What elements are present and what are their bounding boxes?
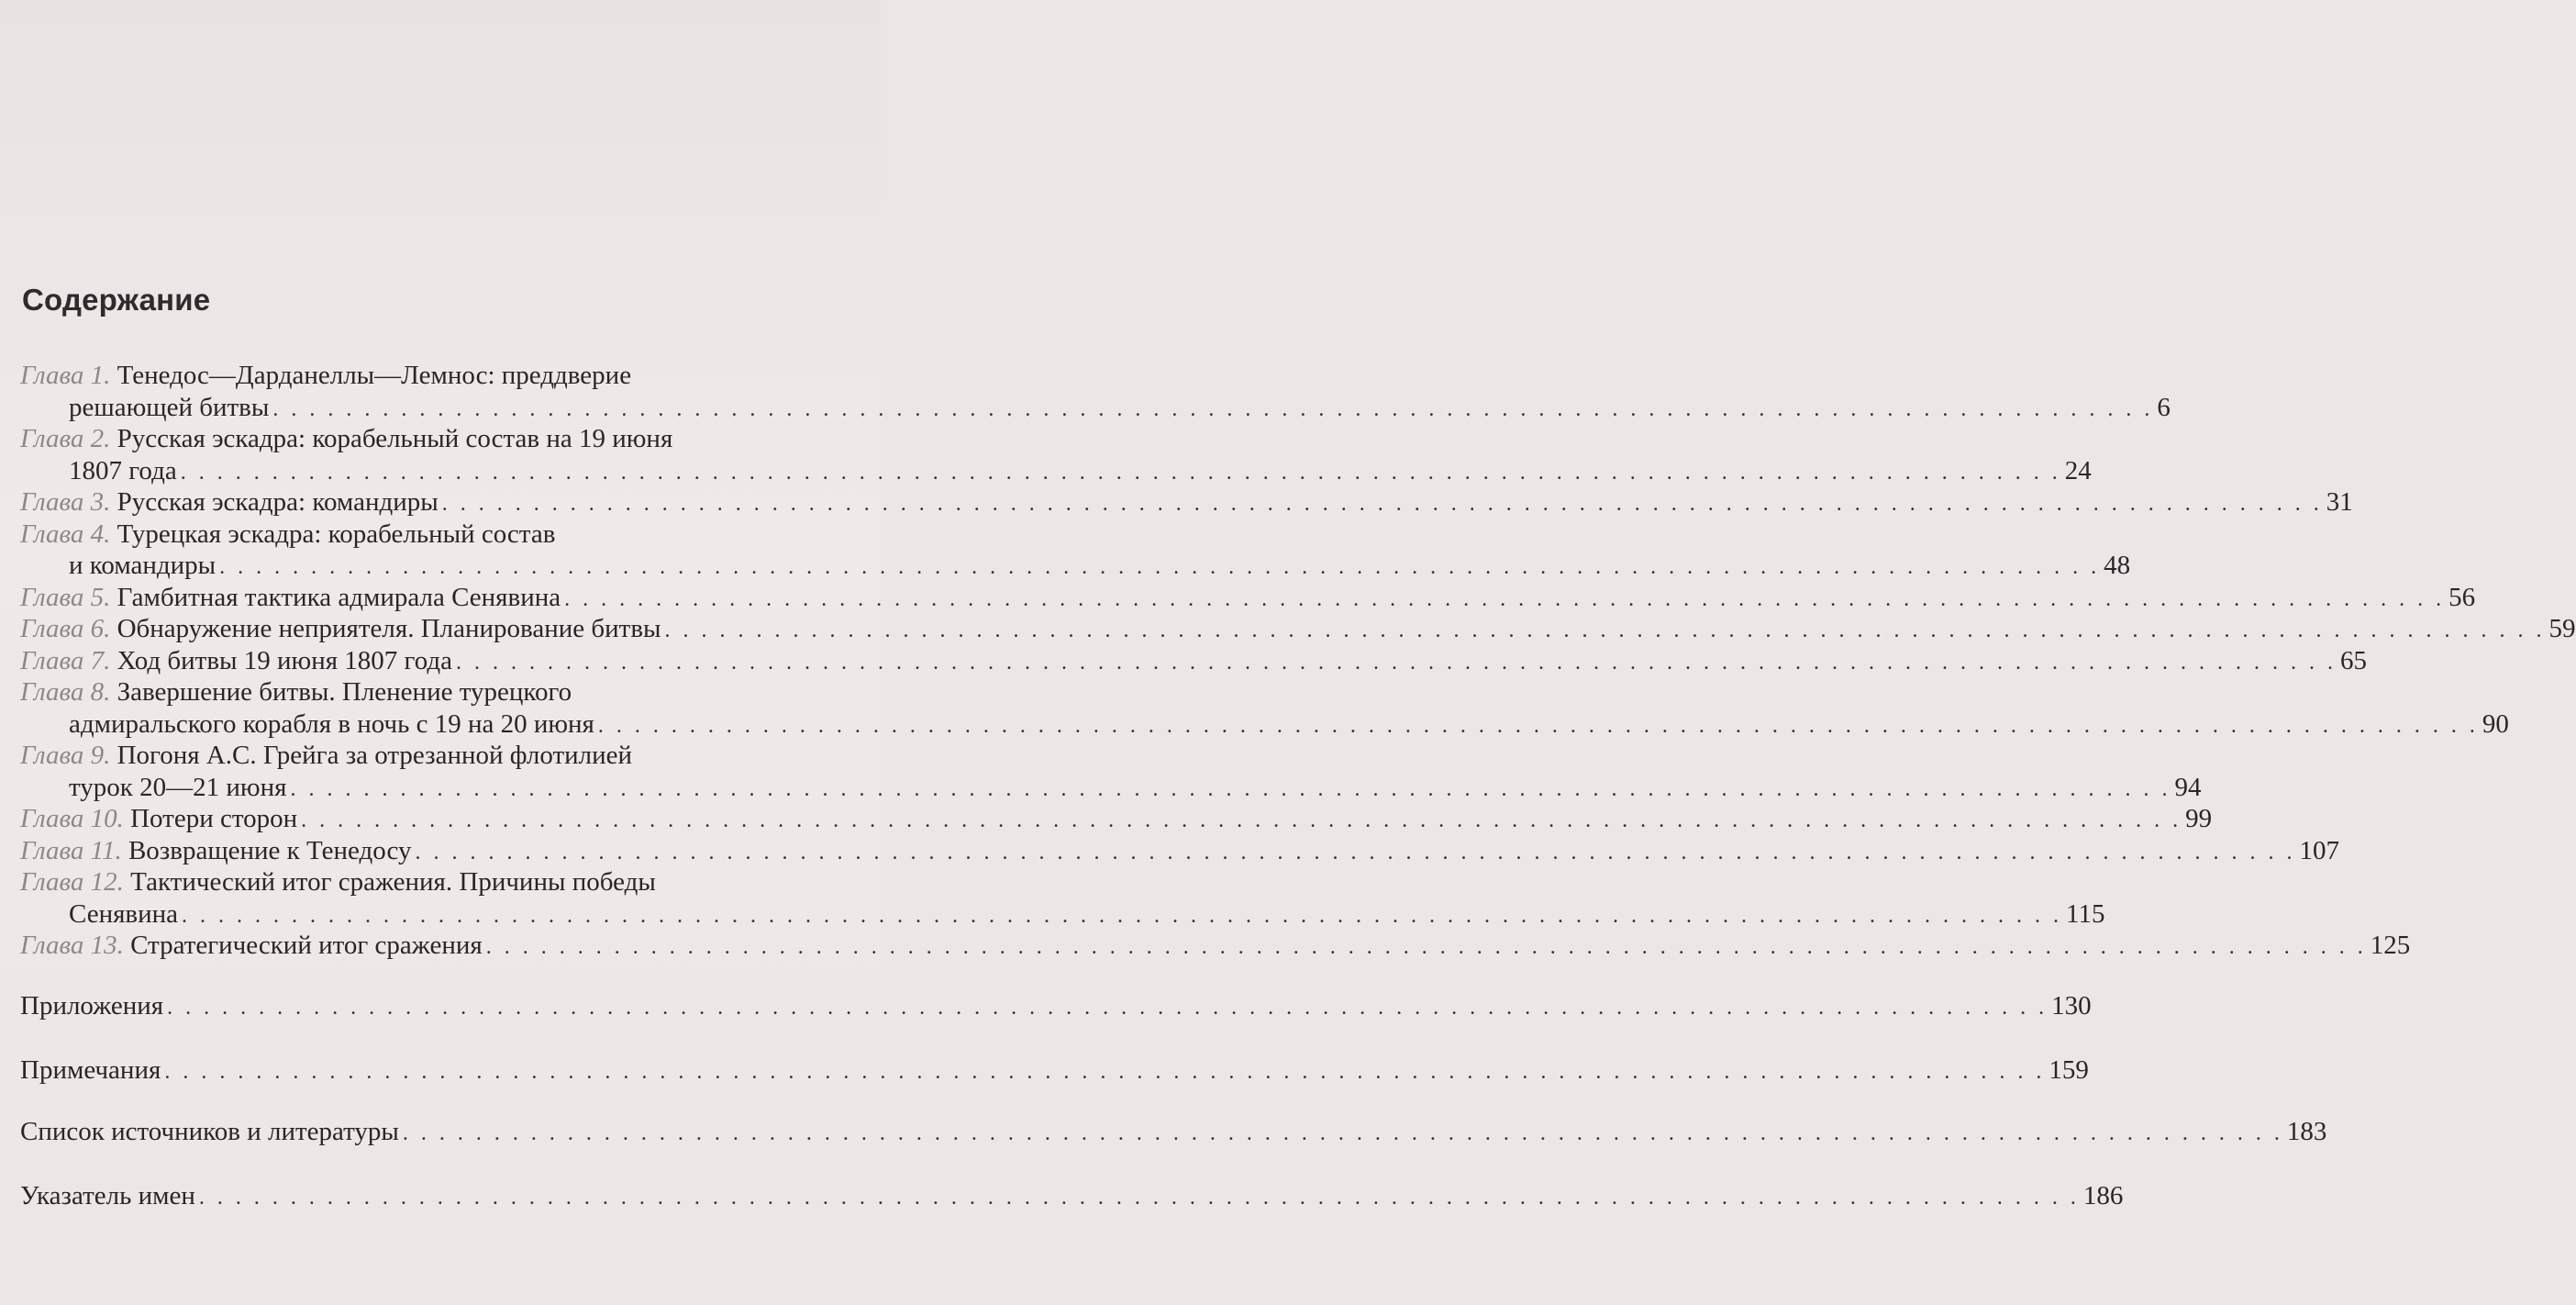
chapter-title: Гамбитная тактика адмирала Сенявина	[117, 582, 561, 612]
page-number: 65	[2340, 645, 2368, 675]
chapter-title: и командиры	[69, 551, 217, 580]
dot-leader: . . . . . . . . . . . . . . . . . . . . . . . . . . . . . . . . . . . . . . . . . . . . . . . . . . . . . . . . . . . . . . . . . . . . . . . . . . . . . . . . . . . . . . . . . . . . . . . . . . . . . . .	[456, 650, 2337, 675]
chapter-title: решающей битвы	[69, 392, 270, 422]
toc-entry-line	[20, 708, 2509, 741]
chapter-label: Глава 11	[20, 835, 116, 865]
chapter-title: Возвращение к Тенедосу	[128, 835, 412, 865]
dot-leader: . . . . . . . . . . . . . . . . . . . . . . . . . . . . . . . . . . . . . . . . . . . . . . . . . . . . . . . . . . . . . . . . . . . . . . . . . . . . . . . . . . . . . . . . . . . . . . . . . . . . . . .	[402, 1121, 2283, 1145]
table-of-contents	[20, 360, 2576, 962]
back-matter-entry[interactable]	[20, 989, 2092, 1022]
chapter-label-separator: .	[104, 677, 117, 707]
chapter-label-separator: .	[117, 931, 131, 960]
dot-leader: . . . . . . . . . . . . . . . . . . . . . . . . . . . . . . . . . . . . . . . . . . . . . . . . . . . . . . . . . . . . . . . . . . . . . . . . . . . . . . . . . . . . . . . . . . . . . . . . . . . . . . .	[219, 555, 2101, 579]
toc-entry[interactable]	[20, 676, 2509, 740]
back-matter-entry[interactable]	[20, 1179, 2124, 1212]
chapter-label: Глава 4	[20, 519, 105, 549]
back-matter-title: Приложения	[20, 991, 164, 1021]
dot-leader: . . . . . . . . . . . . . . . . . . . . . . . . . . . . . . . . . . . . . . . . . . . . . . . . . . . . . . . . . . . . . . . . . . . . . . . . . . . . . . . . . . . . . . . . . . . . . . . . . . . . . . .	[164, 1060, 2046, 1084]
toc-entry-line	[20, 803, 2213, 835]
chapter-title: турок 20—21 июня	[69, 772, 287, 802]
chapter-label: Глава 3	[20, 487, 105, 517]
page-number: 94	[2174, 772, 2202, 802]
toc-entry-line	[20, 613, 2576, 645]
chapter-label-separator: .	[104, 645, 117, 675]
dot-leader: . . . . . . . . . . . . . . . . . . . . . . . . . . . . . . . . . . . . . . . . . . . . . . . . . . . . . . . . . . . . . . . . . . . . . . . . . . . . . . . . . . . . . . . . . . . . . . . . . . . . . . .	[290, 776, 2171, 801]
toc-entry-line	[20, 676, 807, 708]
toc-entry[interactable]	[20, 835, 2339, 867]
dot-leader: . . . . . . . . . . . . . . . . . . . . . . . . . . . . . . . . . . . . . . . . . . . . . . . . . . . . . . . . . . . . . . . . . . . . . . . . . . . . . . . . . . . . . . . . . . . . . . . . . . . . . . .	[597, 713, 2479, 738]
back-matter-title: Список источников и литературы	[20, 1117, 399, 1146]
page-number: 186	[2082, 1181, 2124, 1210]
toc-entry[interactable]	[20, 645, 2368, 677]
chapter-label: Глава 8	[20, 677, 105, 707]
toc-entry-line	[20, 519, 807, 551]
chapter-title: Погоня А.С. Грейга за отрезанной флотилией	[117, 741, 633, 770]
chapter-label-separator: .	[104, 424, 117, 453]
toc-entry[interactable]	[20, 866, 2105, 930]
chapter-title-line	[69, 455, 177, 487]
chapter-label: Глава 12	[20, 867, 117, 897]
chapter-label: Глава 6	[20, 614, 105, 643]
chapter-label: Глава 9	[20, 741, 105, 770]
chapter-title-line	[20, 613, 661, 645]
chapter-title: Ход битвы 19 июня 1807 года	[117, 645, 453, 675]
chapter-title-line	[69, 772, 286, 804]
chapter-title: Тенедос—Дарданеллы—Лемнос: преддверие	[117, 361, 632, 390]
dot-leader: . . . . . . . . . . . . . . . . . . . . . . . . . . . . . . . . . . . . . . . . . . . . . . . . . . . . . . . . . . . . . . . . . . . . . . . . . . . . . . . . . . . . . . . . . . . . . . . . . . . . . . .	[180, 460, 2061, 485]
chapter-label: Глава 13	[20, 931, 117, 960]
chapter-title: 1807 года	[69, 455, 177, 485]
dot-leader: . . . . . . . . . . . . . . . . . . . . . . . . . . . . . . . . . . . . . . . . . . . . . . . . . . . . . . . . . . . . . . . . . . . . . . . . . . . . . . . . . . . . . . . . . . . . . . . . . . . . . . .	[415, 840, 2296, 864]
chapter-title: Обнаружение неприятеля. Планирование битвы	[117, 614, 661, 643]
chapter-title-line	[69, 708, 594, 741]
chapter-label: Глава 10	[20, 804, 117, 833]
toc-heading: Содержание	[22, 283, 211, 317]
dot-leader: . . . . . . . . . . . . . . . . . . . . . . . . . . . . . . . . . . . . . . . . . . . . . . . . . . . . . . . . . . . . . . . . . . . . . . . . . . . . . . . . . . . . . . . . . . . . . . . . . . . . . . .	[182, 903, 2063, 928]
chapter-title: адмиральского корабля в ночь с 19 на 20 июня	[69, 708, 594, 739]
chapter-label-separator: .	[104, 582, 117, 612]
chapter-label: Глава 7	[20, 645, 105, 675]
chapter-label-separator: .	[104, 614, 117, 643]
dot-leader: . . . . . . . . . . . . . . . . . . . . . . . . . . . . . . . . . . . . . . . . . . . . . . . . . . . . . . . . . . . . . . . . . . . . . . . . . . . . . . . . . . . . . . . . . . . . . . . . . . . . . . .	[564, 586, 2446, 611]
dot-leader: . . . . . . . . . . . . . . . . . . . . . . . . . . . . . . . . . . . . . . . . . . . . . . . . . . . . . . . . . . . . . . . . . . . . . . . . . . . . . . . . . . . . . . . . . . . . . . . . . . . . . . .	[272, 396, 2154, 421]
toc-entry-line	[20, 360, 807, 392]
page-number: 183	[2286, 1117, 2327, 1146]
toc-entry-line	[20, 772, 2202, 804]
toc-entry[interactable]	[20, 613, 2576, 645]
toc-entry-line	[20, 423, 807, 455]
dot-leader: . . . . . . . . . . . . . . . . . . . . . . . . . . . . . . . . . . . . . . . . . . . . . . . . . . . . . . . . . . . . . . . . . . . . . . . . . . . . . . . . . . . . . . . . . . . . . . . . . . . . . . .	[664, 619, 2546, 642]
page-number: 159	[2049, 1055, 2089, 1085]
chapter-title-line	[69, 550, 216, 582]
chapter-label-separator: .	[104, 741, 117, 770]
page-number: 99	[2185, 804, 2213, 833]
toc-entry[interactable]	[20, 519, 2131, 582]
chapter-title: Тактический итог сражения. Причины победы	[130, 867, 656, 897]
toc-entry-line	[20, 550, 2131, 582]
back-matter-title: Примечания	[20, 1055, 161, 1085]
toc-entry-line	[20, 740, 807, 772]
toc-entry-line	[20, 582, 2476, 614]
chapter-label: Глава 2	[20, 424, 105, 453]
dot-leader: . . . . . . . . . . . . . . . . . . . . . . . . . . . . . . . . . . . . . . . . . . . . . . . . . . . . . . . . . . . . . . . . . . . . . . . . . . . . . . . . . . . . . . . . . . . . . . . . . . . . . . .	[301, 809, 2182, 832]
chapter-label: Глава 1	[20, 361, 105, 390]
back-matter-entry[interactable]	[20, 1054, 2089, 1087]
dot-leader: . . . . . . . . . . . . . . . . . . . . . . . . . . . . . . . . . . . . . . . . . . . . . . . . . . . . . . . . . . . . . . . . . . . . . . . . . . . . . . . . . . . . . . . . . . . . . . . . . . . . . . .	[167, 996, 2049, 1020]
page-number: 125	[2370, 931, 2411, 960]
page-number: 6	[2157, 392, 2171, 422]
chapter-title-line	[20, 930, 483, 962]
chapter-label: Глава 5	[20, 582, 105, 612]
chapter-label-separator: .	[104, 487, 117, 517]
toc-entry-line	[20, 835, 2339, 867]
chapter-title: Сенявина	[69, 898, 179, 929]
chapter-title-line	[69, 898, 178, 931]
toc-entry[interactable]	[20, 423, 2092, 486]
toc-entry[interactable]	[20, 582, 2476, 614]
page-number: 48	[2104, 551, 2131, 580]
chapter-label-separator: .	[104, 519, 117, 549]
toc-entry-line	[20, 930, 2411, 962]
toc-entry[interactable]	[20, 930, 2411, 962]
page-number: 130	[2051, 991, 2092, 1021]
chapter-title: Турецкая эскадра: корабельный состав	[117, 519, 556, 549]
page-number: 24	[2064, 455, 2092, 485]
chapter-title-line	[20, 486, 439, 519]
page-number: 115	[2066, 898, 2105, 929]
chapter-label-separator: .	[117, 867, 131, 897]
toc-entry[interactable]	[20, 360, 2171, 423]
chapter-title: Завершение битвы. Пленение турецкого	[117, 677, 572, 707]
toc-entry[interactable]	[20, 486, 2353, 519]
chapter-title-line	[20, 835, 411, 867]
toc-entry-line	[20, 455, 2092, 487]
page-number: 107	[2299, 835, 2339, 865]
chapter-title: Стратегический итог сражения	[130, 931, 483, 960]
chapter-title: Потери сторон	[130, 804, 298, 833]
page-number: 31	[2326, 487, 2353, 517]
toc-entry-line	[20, 645, 2368, 677]
toc-entry-line	[20, 898, 2105, 931]
chapter-title-line	[20, 645, 452, 677]
toc-entry[interactable]	[20, 803, 2213, 835]
back-matter-title: Указатель имен	[20, 1181, 195, 1210]
dot-leader: . . . . . . . . . . . . . . . . . . . . . . . . . . . . . . . . . . . . . . . . . . . . . . . . . . . . . . . . . . . . . . . . . . . . . . . . . . . . . . . . . . . . . . . . . . . . . . . . . . . . . . .	[441, 492, 2323, 516]
page-number: 59	[2548, 614, 2576, 643]
dot-leader: . . . . . . . . . . . . . . . . . . . . . . . . . . . . . . . . . . . . . . . . . . . . . . . . . . . . . . . . . . . . . . . . . . . . . . . . . . . . . . . . . . . . . . . . . . . . . . . . . . . . . . .	[198, 1186, 2080, 1210]
chapter-label-separator: .	[117, 804, 131, 833]
toc-entry-line	[20, 866, 807, 898]
chapter-title: Русская эскадра: корабельный состав на 19 июня	[117, 424, 673, 453]
page-number: 90	[2482, 708, 2509, 739]
chapter-title: Русская эскадра: командиры	[117, 487, 439, 517]
page-number: 56	[2448, 582, 2476, 612]
toc-entry-line	[20, 486, 2353, 519]
toc-entry-line	[20, 392, 2171, 424]
chapter-title-line	[20, 582, 561, 614]
chapter-title-line	[20, 803, 297, 835]
chapter-label-separator: .	[115, 835, 128, 865]
chapter-title-line	[69, 392, 269, 424]
toc-entry[interactable]	[20, 740, 2202, 803]
back-matter-entry[interactable]	[20, 1115, 2327, 1148]
dot-leader: . . . . . . . . . . . . . . . . . . . . . . . . . . . . . . . . . . . . . . . . . . . . . . . . . . . . . . . . . . . . . . . . . . . . . . . . . . . . . . . . . . . . . . . . . . . . . . . . . . . . . . .	[485, 935, 2367, 959]
chapter-label-separator: .	[104, 361, 117, 390]
